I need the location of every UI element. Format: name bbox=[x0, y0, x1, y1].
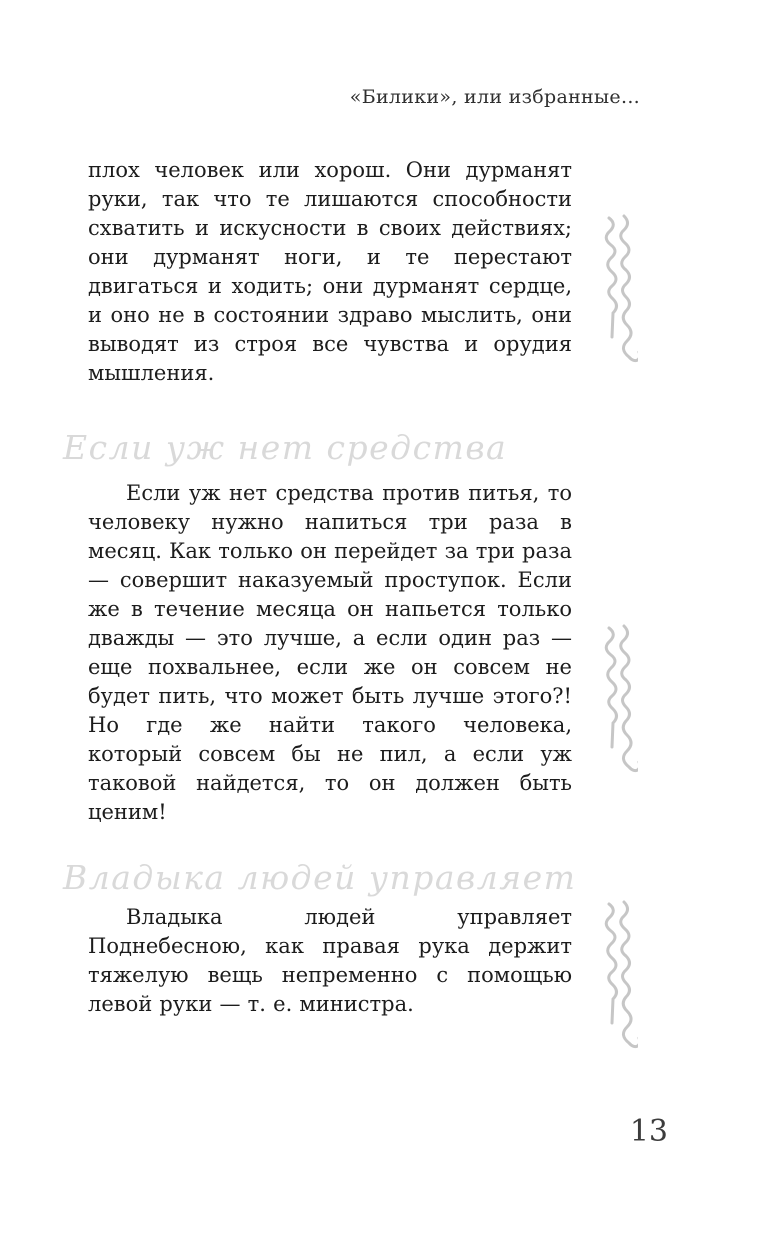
section-paragraph-1: Если уж нет средства против питья, то человеку нужно напиться три раза в месяц. Как только он перейдет за три раза — совершит наказуемый проступок. Если же в течение месяца он напьется только дважды — это лучше, а если один раз — еще похвальнее, если же он совсем не будет пить, что может быть лучше этого?! Но где же найти такого человека, который совсем бы не пил, а если уж таковой найдется, то он должен быть ценим! bbox=[88, 481, 572, 824]
mongolian-script-ornament bbox=[596, 898, 638, 1090]
running-header: «Билики», или избранные... bbox=[349, 86, 640, 108]
mongolian-script-ornament bbox=[596, 622, 638, 814]
page-number: 13 bbox=[629, 1114, 668, 1149]
section-paragraph-2: Владыка людей управляет Поднебесною, как правая рука держит тяжелую вещь непременно с помощью левой руки — т. е. министра. bbox=[88, 905, 572, 1016]
paragraph-continuation: плох человек или хорош. Они дурманят руки, так что те лишаются способности схватить и искусности в своих действиях; они дурманят ноги, и те перестают двигаться и ходить; они дурманят сердце, и оно не в состоянии здраво мыслить, они выводят из строя все чувства и орудия мышления. bbox=[88, 158, 572, 385]
section-heading-1: Если уж нет средства bbox=[63, 428, 508, 467]
mongolian-script-ornament bbox=[596, 212, 638, 404]
section-heading-2: Владыка людей управляет bbox=[63, 858, 577, 897]
